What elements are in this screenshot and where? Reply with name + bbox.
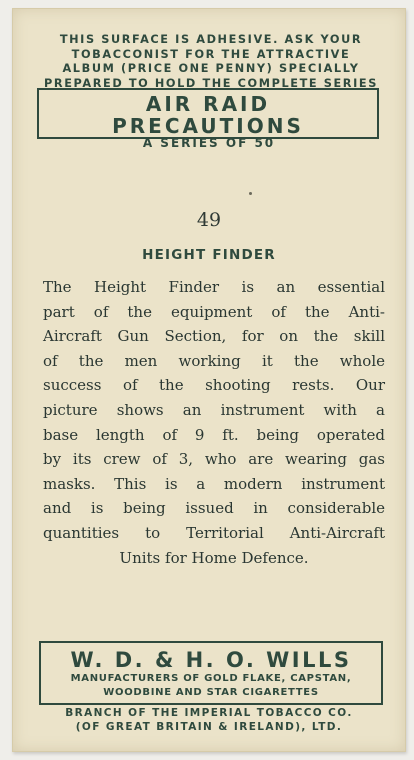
description-line: quantities to Territorial Anti-Aircraft (43, 523, 385, 542)
series-subtitle: A SERIES OF 50 (142, 136, 276, 150)
description-line: picture shows an instrument with a (43, 400, 385, 419)
description-line: Aircraft Gun Section, for on the skill (43, 327, 385, 346)
manufacturer-box (39, 641, 383, 705)
branch-line: (OF GREAT BRITAIN & IRELAND), LTD. (75, 721, 343, 733)
notice-line: THIS SURFACE IS ADHESIVE. ASK YOUR (59, 33, 363, 46)
description-line: success of the shooting rests. Our (43, 376, 385, 395)
description-line: by its crew of 3, who are wearing gas (43, 450, 385, 469)
description-line: and is being issued in considerable (43, 499, 385, 518)
album-notice (35, 33, 387, 91)
products-line: MANUFACTURERS OF GOLD FLAKE, CAPSTAN, (70, 673, 352, 684)
card-number: 49 (196, 209, 222, 231)
manufacturer-name: W. D. & H. O. WILLS (70, 648, 352, 672)
notice-line: PREPARED TO HOLD THE COMPLETE SERIES (44, 76, 378, 90)
series-title-box (37, 88, 379, 139)
paper-speck (249, 192, 252, 195)
description-line: of the men working it the whole (43, 351, 385, 370)
series-title-line: PRECAUTIONS (112, 114, 304, 138)
description-line: base length of 9 ft. being operated (43, 425, 385, 444)
products-line: WOODBINE AND STAR CIGARETTES (103, 687, 319, 698)
card-description (43, 275, 385, 570)
branch-notice (13, 706, 405, 734)
description-line: masks. This is a modern instrument (43, 474, 385, 493)
description-line: The Height Finder is an essential (43, 278, 385, 296)
notice-line: ALBUM (PRICE ONE PENNY) SPECIALLY (62, 62, 360, 75)
cigarette-card-back (12, 8, 406, 752)
notice-line: TOBACCONIST FOR THE ATTRACTIVE (71, 47, 351, 61)
series-title-line: AIR RAID (145, 92, 271, 116)
description-line: Units for Home Defence. (119, 548, 309, 567)
card-title: HEIGHT FINDER (142, 247, 276, 263)
description-line: part of the equipment of the Anti- (43, 302, 385, 321)
branch-line: BRANCH OF THE IMPERIAL TOBACCO CO. (65, 707, 353, 719)
